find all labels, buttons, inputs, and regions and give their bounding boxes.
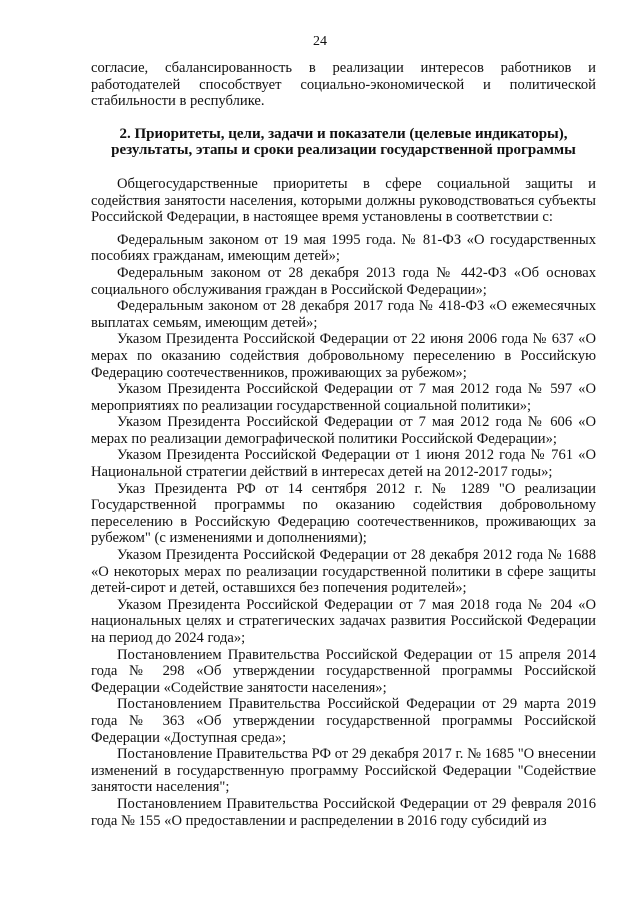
section-heading-line-1: 2. Приоритеты, цели, задачи и показатели (целевые индикаторы), [119, 125, 568, 142]
paragraph-decree-761: Указом Президента Российской Федерации от 1 июня 2012 года № 761 «О Национальной стратегии действий в интересах детей на 2012-2017 годы»; [91, 447, 596, 481]
paragraph-resolution-1685: Постановление Правительства РФ от 29 декабря 2017 г. № 1685 "О внесении изменений в государственную программу Российской Федерации "Содействие занятости населения"; [91, 746, 596, 796]
paragraph-law-81fz: Федеральным законом от 19 мая 1995 года. № 81-ФЗ «О государственных пособиях гражданам, имеющим детей»; [91, 231, 596, 265]
paragraph-decree-1289: Указ Президента РФ от 14 сентября 2012 г. № 1289 "О реализации Государственной программы по оказанию содействия добровольному переселению в Российскую Федерацию соотечественников, проживающих за рубежом" (с изменениями и дополнениями); [91, 480, 596, 547]
paragraph-priorities: Общегосударственные приоритеты в сфере социальной защиты и содействия занятости населения, которыми должны руководствоваться субъекты Российской Федерации, в настоящее время установлены в соответствии с: [91, 175, 596, 226]
page-number: 24 [313, 34, 327, 49]
paragraph-decree-1688: Указом Президента Российской Федерации от 28 декабря 2012 года № 1688 «О некоторых мерах по реализации государственной политики в сфере защиты детей-сирот и детей, оставшихся без попечения родителей»; [91, 547, 596, 597]
section-heading [91, 126, 596, 159]
page-content [91, 60, 596, 829]
intro-paragraph: согласие, сбалансированность в реализации интересов работников и работодателей способствует социально-экономической и политической стабильности в республике. [91, 60, 596, 110]
paragraph-decree-204: Указом Президента Российской Федерации от 7 мая 2018 года № 204 «О национальных целях и стратегических задачах развития Российской Федерации на период до 2024 года»; [91, 596, 596, 646]
paragraph-law-418fz: Федеральным законом от 28 декабря 2017 года № 418-ФЗ «О ежемесячных выплатах семьям, имеющим детей»; [91, 298, 596, 331]
paragraph-decree-637: Указом Президента Российской Федерации от 22 июня 2006 года № 637 «О мерах по оказанию содействия добровольному переселению в Российскую Федерацию соотечественников, проживающих за рубежом»; [91, 331, 596, 381]
paragraph-resolution-298: Постановлением Правительства Российской Федерации от 15 апреля 2014 года № 298 «Об утверждении государственной программы Российской Федерации «Содействие занятости населения»; [91, 646, 596, 696]
paragraph-decree-597: Указом Президента Российской Федерации от 7 мая 2012 года № 597 «О мероприятиях по реализации государственной социальной политики»; [91, 381, 596, 414]
paragraph-resolution-363: Постановлением Правительства Российской Федерации от 29 марта 2019 года № 363 «Об утверждении государственной программы Российской Федерации «Доступная среда»; [91, 696, 596, 746]
paragraph-law-442fz: Федеральным законом от 28 декабря 2013 года № 442-ФЗ «Об основах социального обслуживания граждан в Российской Федерации»; [91, 264, 596, 298]
paragraph-decree-606: Указом Президента Российской Федерации от 7 мая 2012 года № 606 «О мерах по реализации демографической политики Российской Федерации»; [91, 414, 596, 447]
paragraph-resolution-155: Постановлением Правительства Российской Федерации от 29 февраля 2016 года № 155 «О предоставлении и распределении в 2016 году субсидий из [91, 795, 596, 829]
section-heading-line-2: результаты, этапы и сроки реализации государственной программы [111, 142, 576, 159]
